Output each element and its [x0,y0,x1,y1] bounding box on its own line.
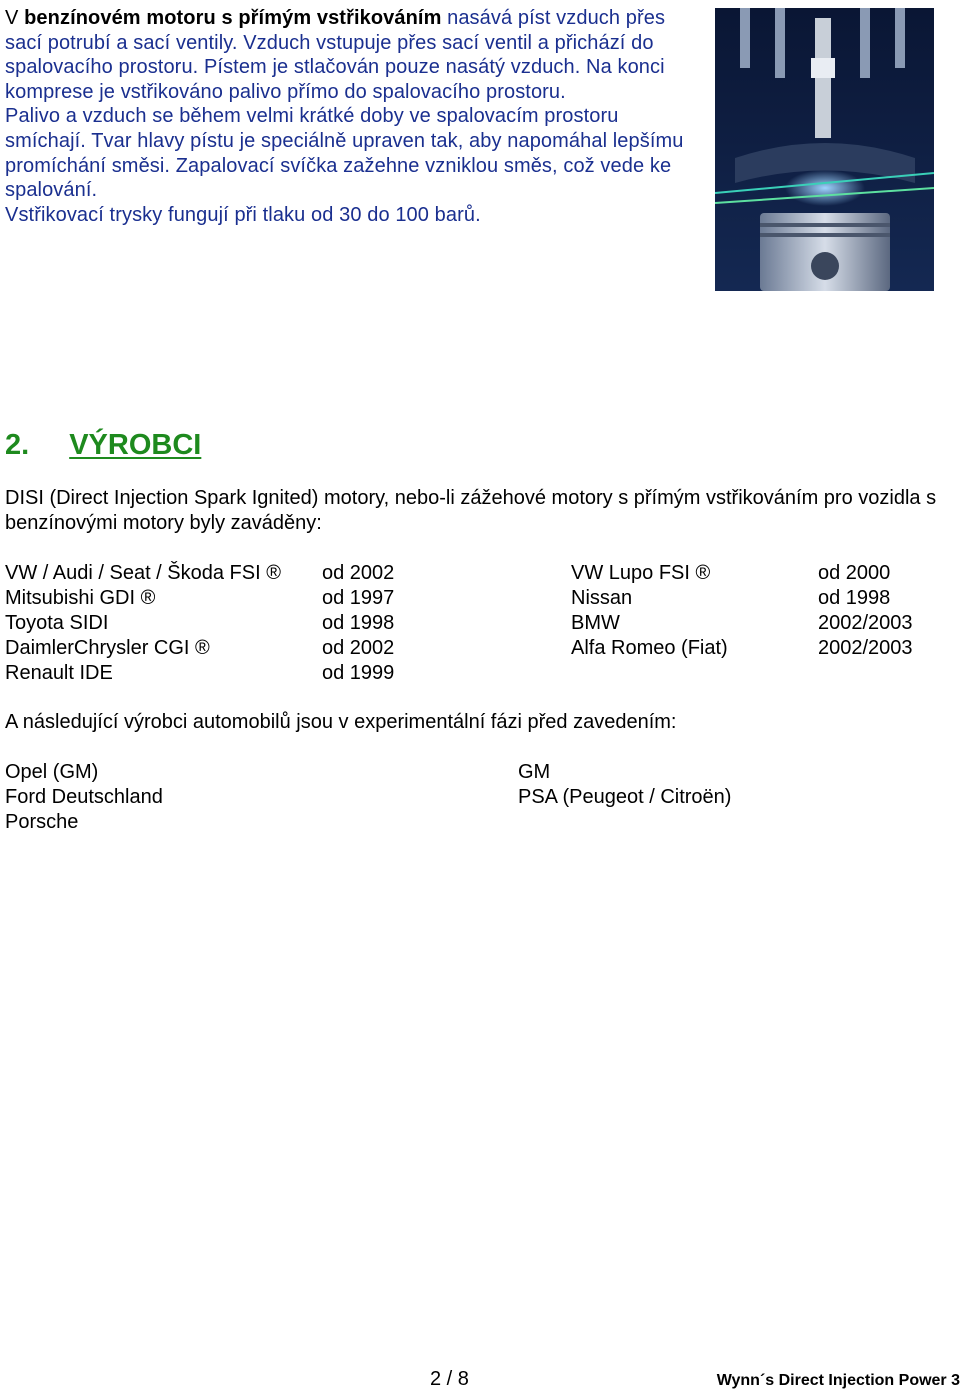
manufacturer-name: Toyota SIDI [5,612,109,634]
intro-paragraph-3: Vstřikovací trysky fungují při tlaku od 30 do 100 barů. [5,203,481,226]
manufacturer-year: 2002/2003 [818,612,913,634]
experimental-row [0,785,960,810]
manufacturer-name: Alfa Romeo (Fiat) [571,637,728,659]
manufacturer-year: od 1997 [322,587,395,609]
experimental-manufacturer-list [0,760,960,835]
section-title: VÝROBCI [69,429,202,461]
manufacturer-year: od 1999 [322,662,395,684]
section-heading [5,428,201,462]
experimental-manufacturer: Porsche [5,811,79,833]
experimental-manufacturer: PSA (Peugeot / Citroën) [518,786,732,808]
manufacturer-name: Nissan [571,587,633,609]
intro-lead-rest: nasává píst vzduch přes sací potrubí a sací ventily. Vzduch vstupuje přes sací ventil a přichází do spalovacího prostoru. Pístem je stlačován pouze nasátý vzduch. Na konci komprese je vstřikováno palivo přímo do spalovacího prostoru. [5,7,666,103]
manufacturer-year: od 2002 [322,637,395,659]
disi-intro-paragraph: DISI (Direct Injection Spark Ignited) motory, nebo-li zážehové motory s přímým vstřikováním pro vozidla s benzínovými motory byly zaváděny: [5,487,937,534]
intro-lead-bold: benzínovém motoru s přímým vstřikováním [24,7,442,29]
manufacturer-name: DaimlerChrysler CGI ® [5,637,210,659]
footer-document-title: Wynn´s Direct Injection Power 3 [716,1372,960,1389]
experimental-manufacturer: GM [518,761,551,783]
manufacturer-name: VW / Audi / Seat / Škoda FSI ® [5,562,281,584]
intro-lead: V [5,7,25,29]
experimental-manufacturer: Opel (GM) [5,761,99,783]
experimental-manufacturer: Ford Deutschland [5,786,163,808]
manufacturer-name: VW Lupo FSI ® [571,562,711,584]
manufacturer-row [0,636,960,661]
manufacturer-year: od 2002 [322,562,395,584]
manufacturer-row [0,561,960,586]
section-number: 2. [5,429,30,461]
intro-paragraph-1 [5,6,695,104]
manufacturer-year: 2002/2003 [818,637,913,659]
manufacturer-name: Renault IDE [5,662,113,684]
experimental-intro-paragraph: A následující výrobci automobilů jsou v experimentální fázi před zavedením: [5,711,677,733]
manufacturer-row [0,611,960,636]
manufacturer-list [0,561,960,686]
manufacturer-year: od 1998 [322,612,395,634]
engine-cutaway-image [715,8,934,291]
intro-text [5,6,695,227]
intro-paragraph-2: Palivo a vzduch se během velmi krátké doby ve spalovacím prostoru smíchají. Tvar hlavy pístu je speciálně upraven tak, aby napomáhal lepšímu promíchání směsi. Zapalovací svíčka zažehne vzniklou směs, což vede ke spalování. [5,105,684,202]
manufacturer-name: BMW [571,612,620,634]
experimental-row [0,810,960,835]
manufacturer-name: Mitsubishi GDI ® [5,587,156,609]
page-number: 2 / 8 [430,1368,469,1390]
manufacturer-year: od 1998 [818,587,891,609]
experimental-row [0,760,960,785]
manufacturer-year: od 2000 [818,562,891,584]
manufacturer-row [0,661,960,686]
manufacturer-row [0,586,960,611]
